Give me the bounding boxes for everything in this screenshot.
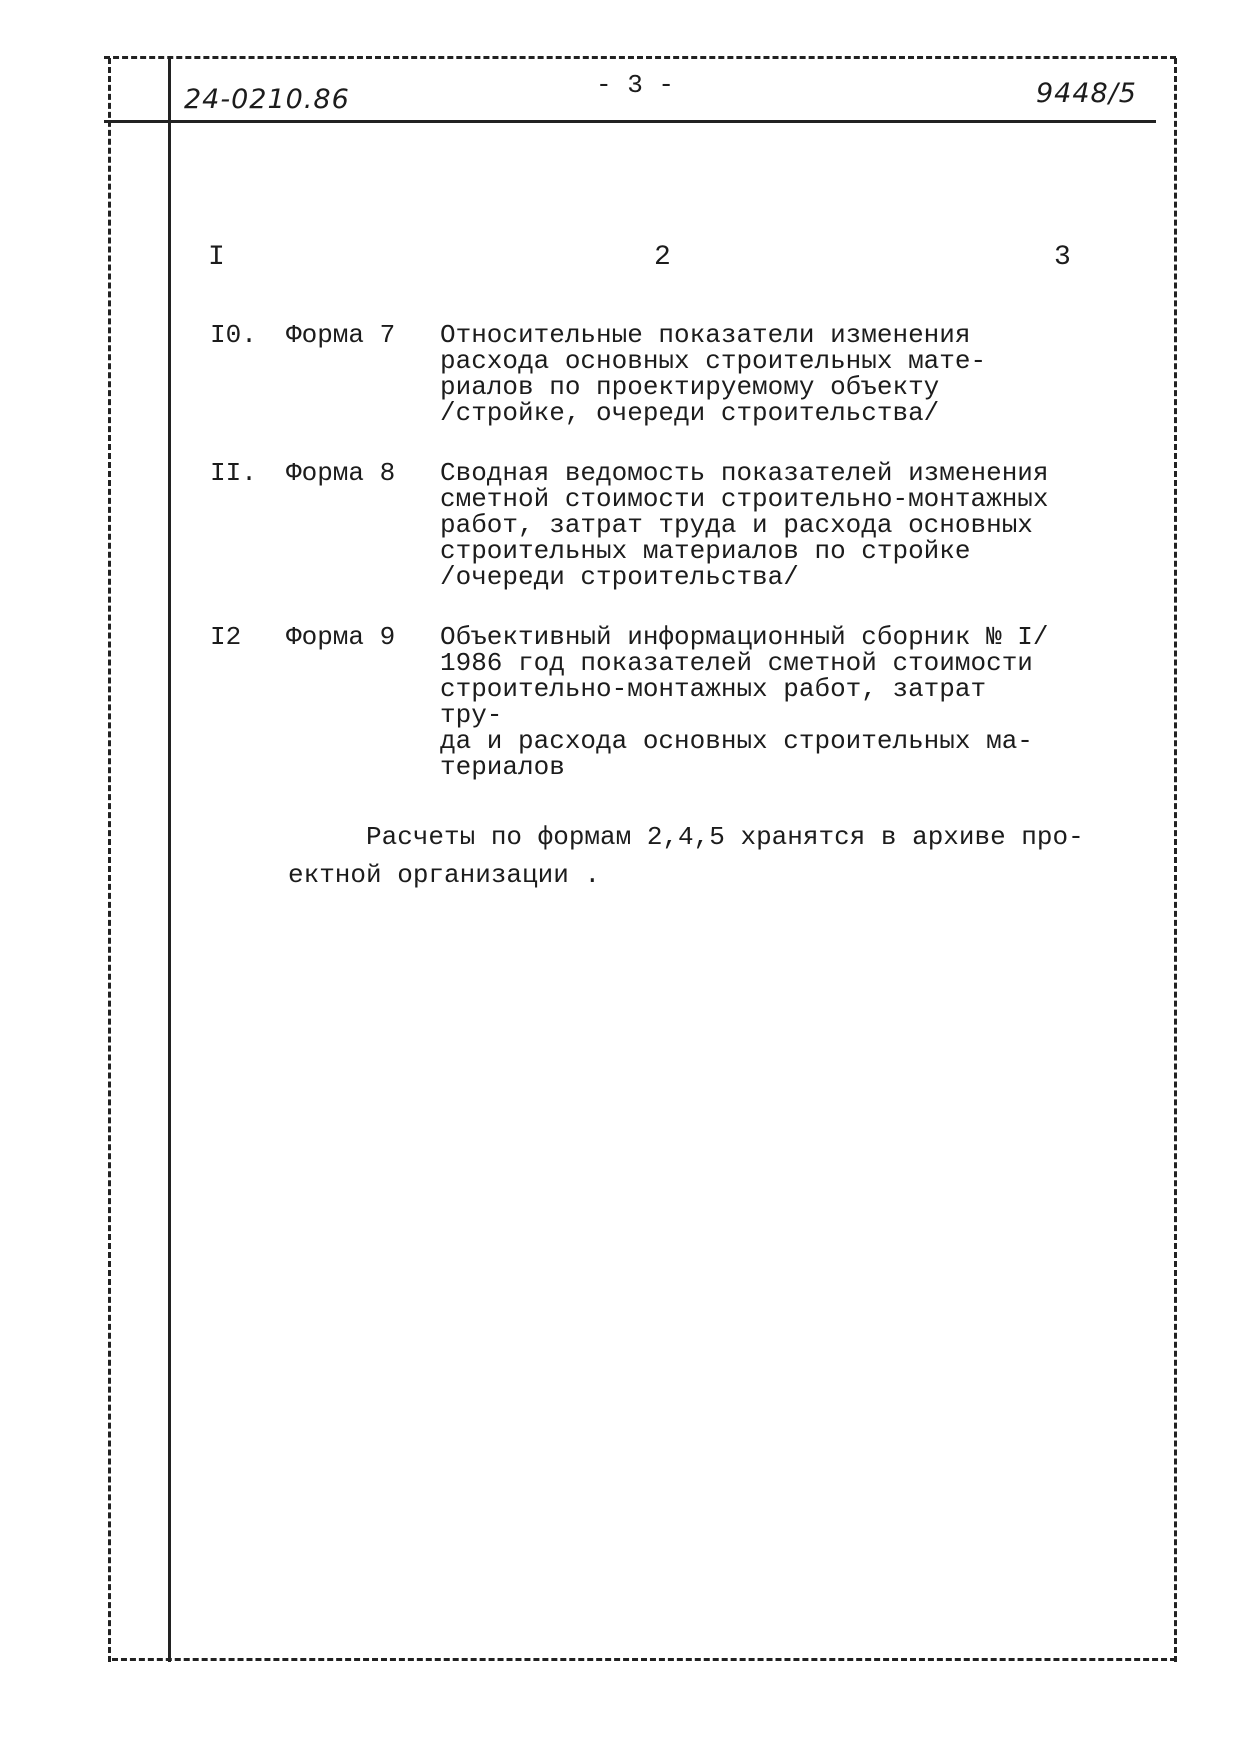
column-number-1: I bbox=[208, 242, 225, 273]
item-form: Форма 8 bbox=[286, 458, 396, 488]
frame-left-border bbox=[108, 58, 111, 1662]
column-number-3: 3 bbox=[1054, 242, 1071, 273]
frame-bottom-border bbox=[112, 1658, 1176, 1661]
frame-right-border bbox=[1174, 58, 1177, 1662]
archive-note: Расчеты по формам 2,4,5 хранятся в архиве про-ектной организации . bbox=[288, 822, 1084, 890]
item-form: Форма 9 bbox=[286, 622, 396, 652]
item-number: I2 bbox=[210, 622, 242, 652]
item-form: Форма 7 bbox=[286, 320, 396, 350]
frame-inner-margin-line bbox=[168, 58, 171, 1662]
page-number: - 3 - bbox=[596, 70, 675, 100]
column-number-2: 2 bbox=[654, 242, 671, 273]
item-number: II. bbox=[210, 458, 257, 488]
document-code: 24-0210.86 bbox=[184, 84, 350, 115]
header-divider bbox=[104, 120, 1156, 123]
item-number: I0. bbox=[210, 320, 257, 350]
item-description: Относительные показатели изменения расхода основных строительных мате- риалов по проектируемому объекту /стройке, очереди строительства/ bbox=[440, 320, 987, 428]
sheet-reference: 9448/5 bbox=[1036, 78, 1137, 109]
frame-top-border bbox=[104, 56, 1176, 59]
item-description: Сводная ведомость показателей изменения сметной стоимости строительно-монтажных работ, затрат труда и расхода основных строительных материалов по стройке /очереди строительства/ bbox=[440, 458, 1049, 592]
item-description: Объективный информационный сборник № I/ 1986 год показателей сметной стоимости строительно-монтажных работ, затрат тру- да и расхода основных строительных ма- териалов bbox=[440, 622, 1049, 782]
